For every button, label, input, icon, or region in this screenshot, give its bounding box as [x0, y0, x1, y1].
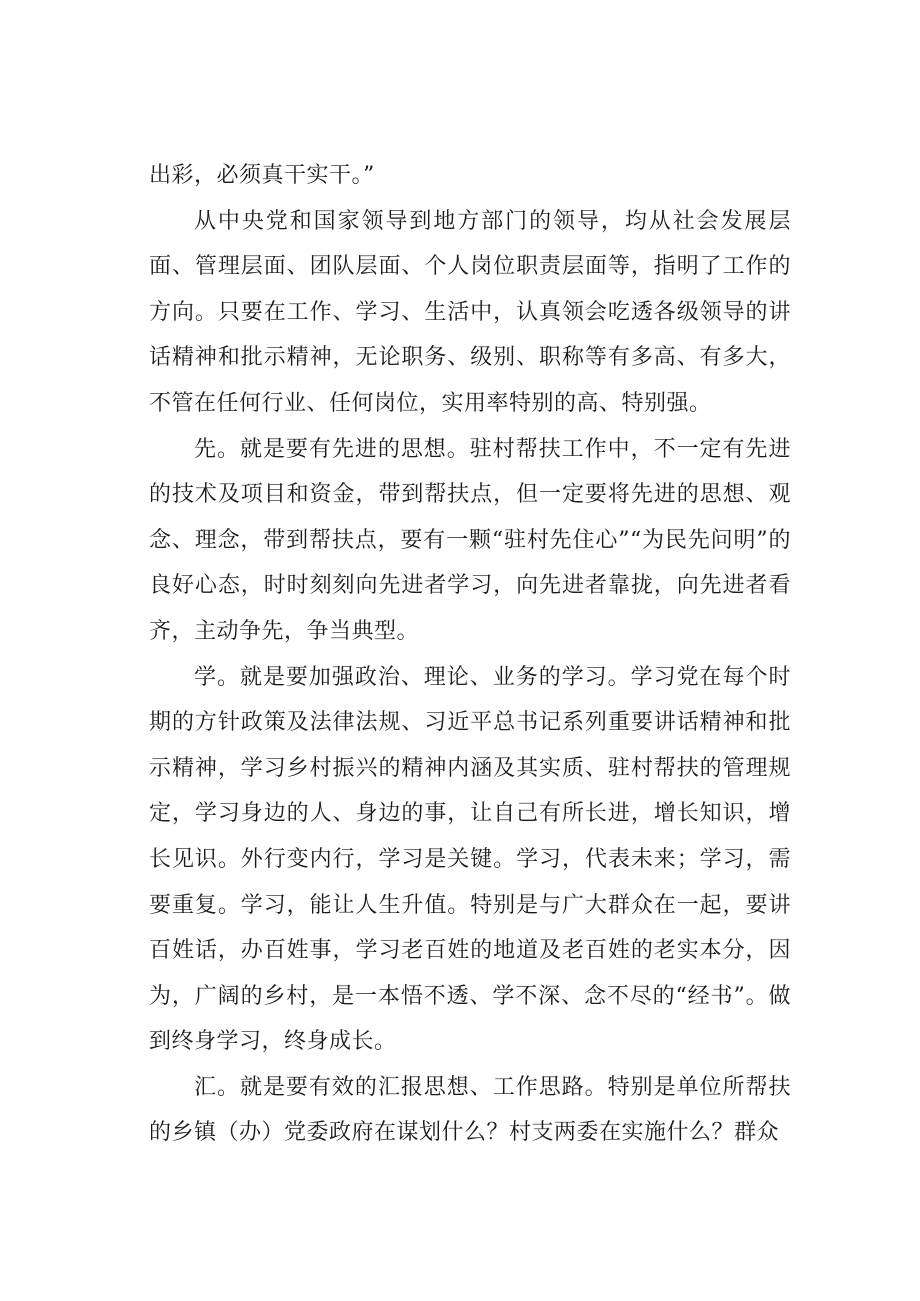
paragraph-5-lead: 汇。: [194, 1074, 240, 1100]
paragraph-5: [149, 1065, 791, 1156]
paragraph-3-text: 就是要有先进的思想。驻村帮扶工作中，不一定有先进的技术及项目和资金，带到帮扶点，但一定要将先进的思想、观念、理念，带到帮扶点，要有一颗“驻村先住心”“为民先问明”的良好心态，时时刻刻向先进者学习，向先进者靠拢，向先进者看齐，主动争先，争当典型。: [149, 436, 791, 644]
paragraph-2: [149, 199, 791, 427]
paragraph-5-text: 就是要有效的汇报思想、工作思路。特别是单位所帮扶的乡镇（办）党委政府在谋划什么？村支两委在实施什么？群众: [149, 1074, 791, 1146]
paragraph-4: [149, 655, 791, 1065]
paragraph-4-text: 就是要加强政治、理论、业务的学习。学习党在每个时期的方针政策及法律法规、习近平总书记系列重要讲话精神和批示精神，学习乡村振兴的精神内涵及其实质、驻村帮扶的管理规定，学习身边的人、身边的事，让自己有所长进，增长知识，增长见识。外行变内行，学习是关键。学习，代表未来；学习，需要重复。学习，能让人生升值。特别是与广大群众在一起，要讲百姓话，办百姓事，学习老百姓的地道及老百姓的老实本分，因为，广阔的乡村，是一本悟不透、学不深、念不尽的“经书”。做到终身学习，终身成长。: [149, 664, 791, 1055]
paragraph-1: [149, 153, 791, 199]
paragraph-3: [149, 427, 791, 655]
paragraph-1-text: 出彩，必须真干实干。”: [149, 163, 375, 188]
paragraph-4-lead: 学。: [194, 664, 240, 690]
paragraph-2-text: 从中央党和国家领导到地方部门的领导，均从社会发展层面、管理层面、团队层面、个人岗位职责层面等，指明了工作的方向。只要在工作、学习、生活中，认真领会吃透各级领导的讲话精神和批示精神，无论职务、级别、职称等有多高、有多大，不管在任何行业、任何岗位，实用率特别的高、特别强。: [149, 208, 791, 416]
paragraph-3-lead: 先。: [194, 436, 240, 462]
body-text: [149, 153, 791, 1156]
